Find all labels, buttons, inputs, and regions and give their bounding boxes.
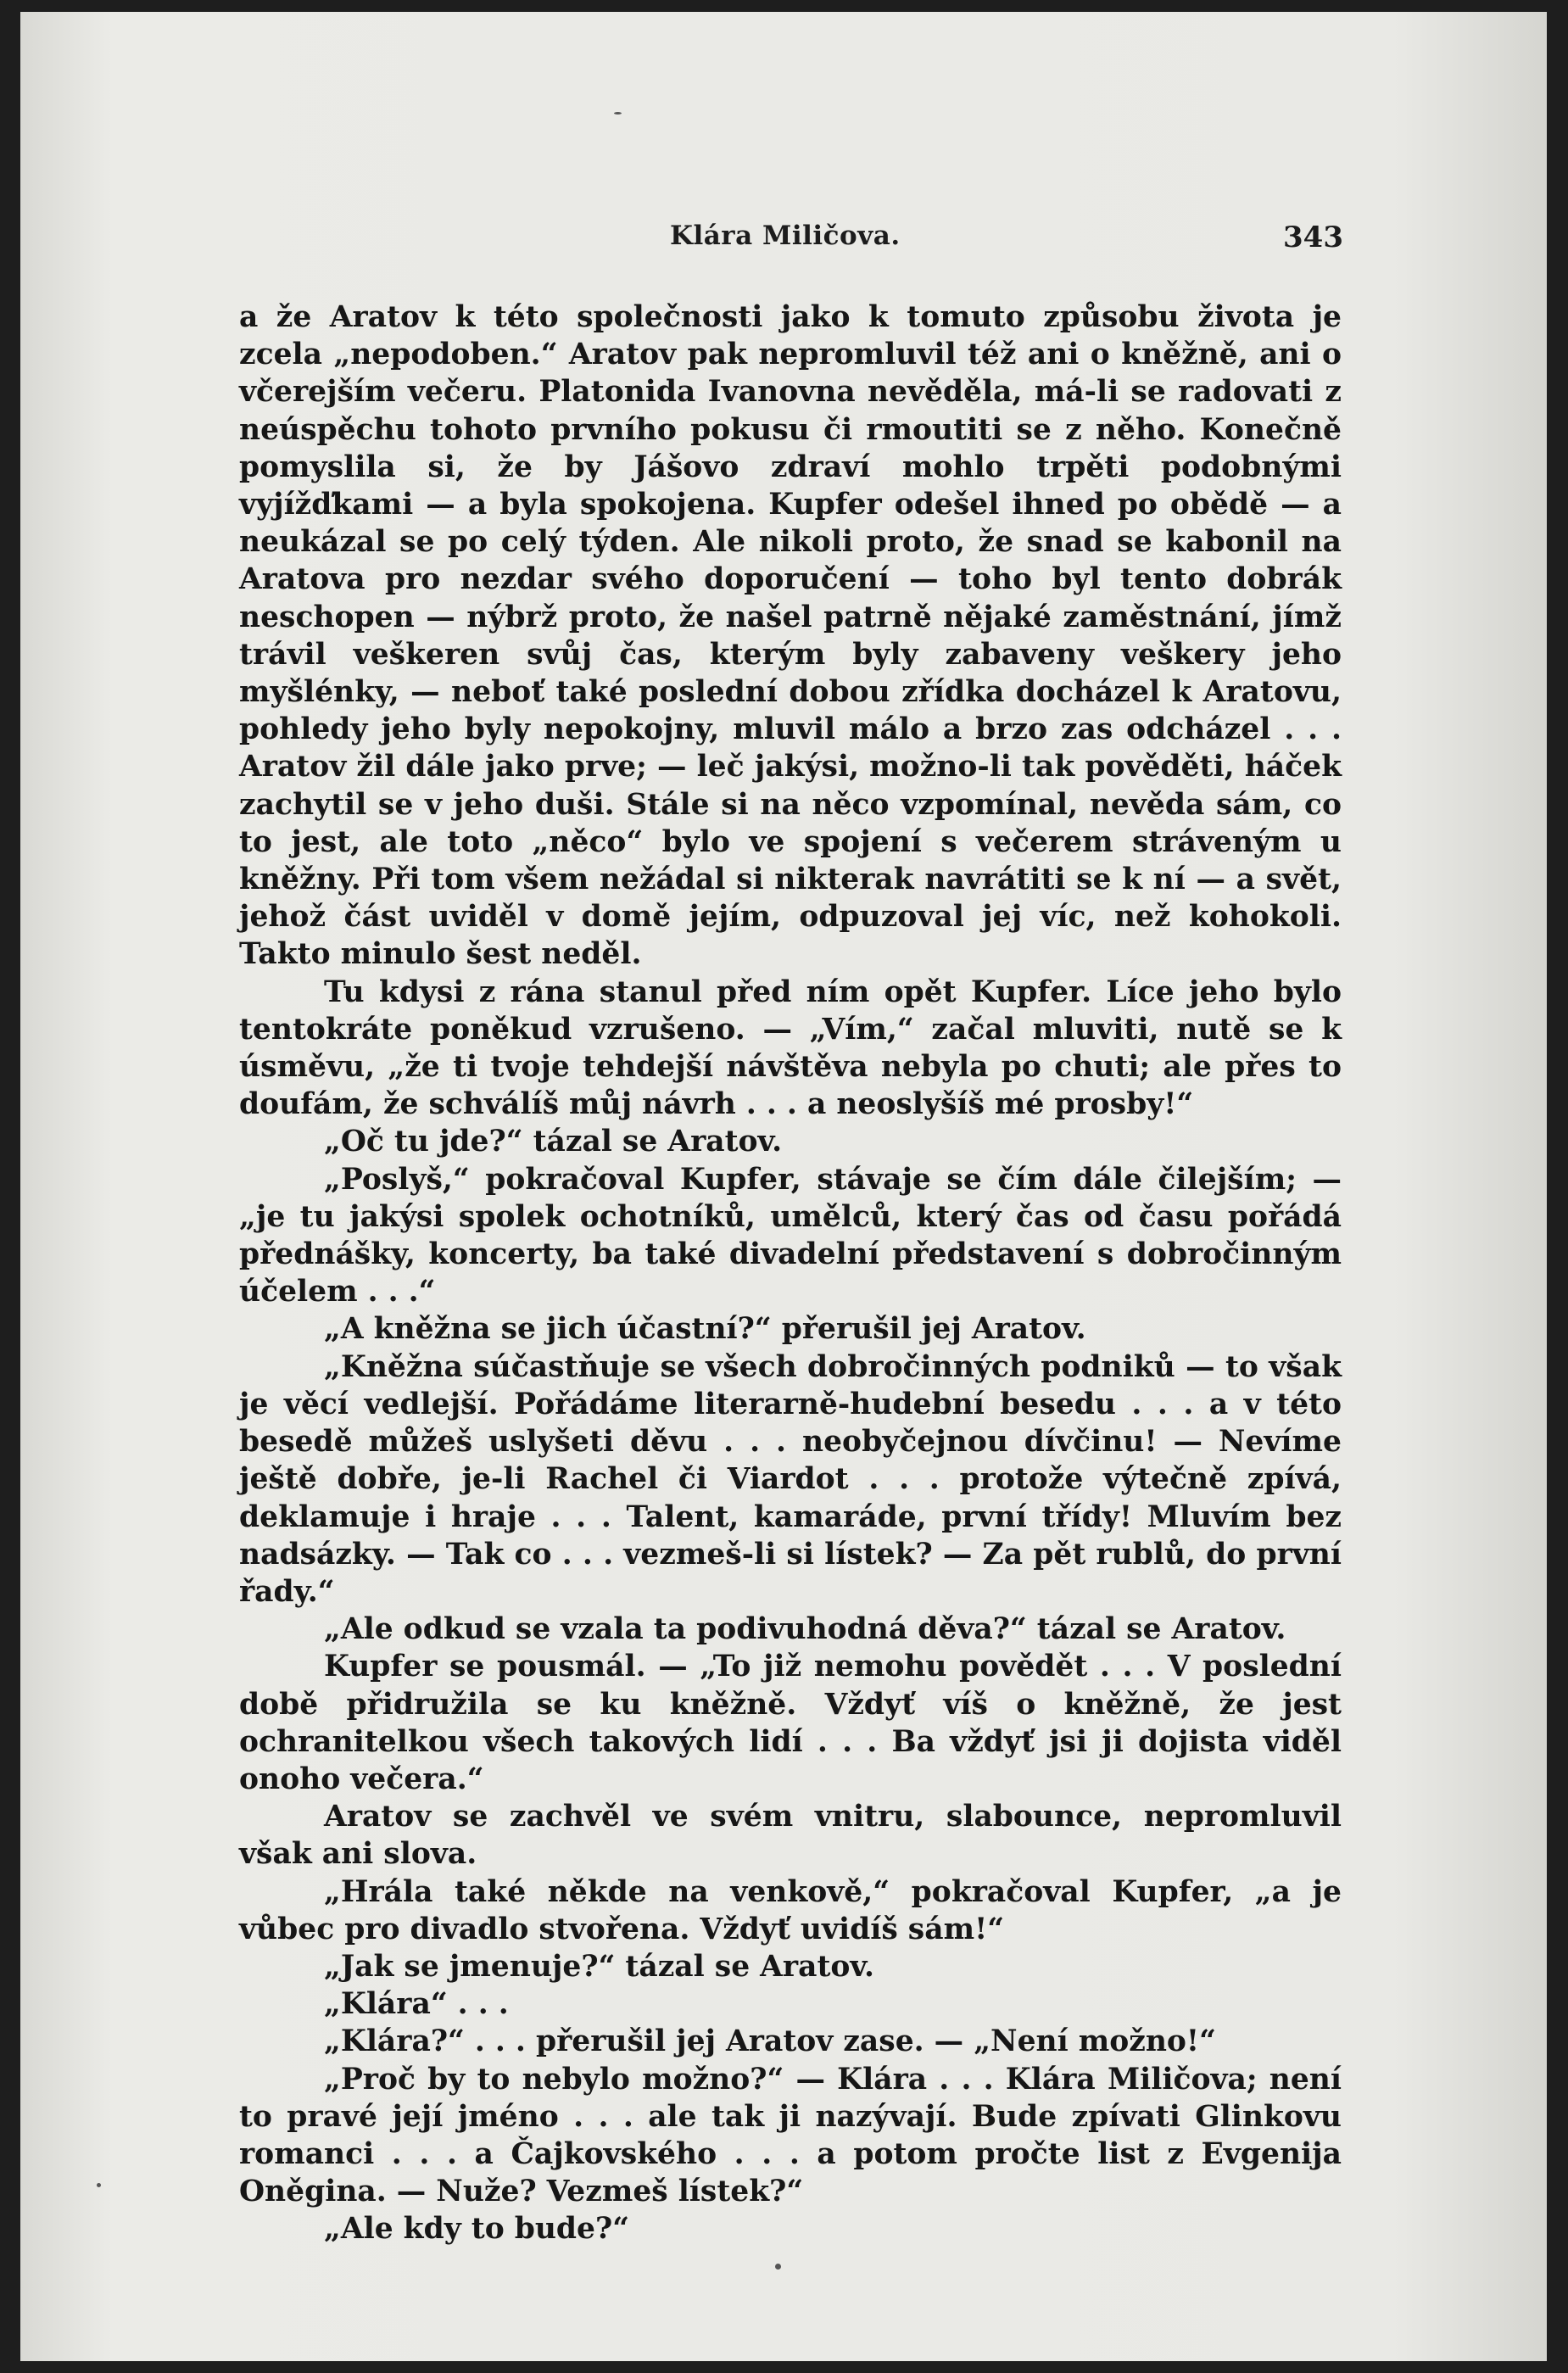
paragraph: „Hrála také někde na venkově,“ pokračoval Kupfer, „a je vůbec pro divadlo stvořena. Vždyť uvidíš sám!“ — [239, 1874, 1342, 1946]
paragraph: „Kněžna súčastňuje se všech dobročinných podniků — to však je věcí vedlejší. Pořádáme literarně-hudební besedu . . . a v této besedě můžeš uslyšeti děvu . . . neobyčejnou dívčinu! — Nevíme ještě dobře, je-li Rachel či Viardot . . . protože výtečně zpívá, deklamuje i hraje . . . Talent, kamaráde, první třídy! Mluvím bez nadsázky. — Tak co . . . vezmeš-li si lístek? — Za pět rublů, do první řady.“ — [239, 1349, 1342, 1609]
paragraph: „Proč by to nebylo možno?“ — Klára . . . Klára Miličova; není to pravé její jméno . . . ale tak ji nazývají. Bude zpívati Glinkovu romanci . . . a Čajkovského . . . a potom pročte list z Evgenija Oněgina. — Nuže? Vezmeš lístek?“ — [239, 2062, 1342, 2209]
paragraph: „Ale odkud se vzala ta podivuhodná děva?“ tázal se Aratov. — [324, 1612, 1286, 1647]
ink-speck — [775, 2264, 781, 2270]
running-title: Klára Miličova. — [670, 221, 901, 251]
paragraph: „A kněžna se jich účastní?“ přerušil jej Aratov. — [324, 1312, 1086, 1347]
ink-speck — [97, 2183, 101, 2187]
paragraph: „Jak se jmenuje?“ tázal se Aratov. — [324, 1949, 874, 1984]
ink-speck — [614, 112, 622, 114]
paragraph: „Poslyš,“ pokračoval Kupfer, stávaje se čím dále čilejším; — „je tu jakýsi spolek ochotníků, umělců, který čas od času pořádá přednášky, koncerty, ba také divadelní představení s dobročinným účelem . . .“ — [239, 1162, 1342, 1309]
page-number: 343 — [1283, 221, 1343, 254]
paragraph: Aratov se zachvěl ve svém vnitru, slabounce, nepromluvil však ani slova. — [239, 1800, 1342, 1872]
paragraph: „Oč tu jde?“ tázal se Aratov. — [324, 1125, 783, 1159]
body-text — [239, 299, 1342, 2248]
paragraph: „Klára?“ . . . přerušil jej Aratov zase. — „Není možno!“ — [324, 2024, 1216, 2059]
paragraph: „Ale kdy to bude?“ — [324, 2212, 630, 2247]
paragraph: Tu kdysi z rána stanul před ním opět Kupfer. Líce jeho bylo tentokráte poněkud vzrušeno. — „Vím,“ začal mluviti, nutě se k úsměvu, „že ti tvoje tehdejší návštěva nebyla po chuti; ale přes to doufám, že schválíš můj návrh . . . a neoslyšíš mé prosby!“ — [239, 974, 1342, 1122]
paragraph: a že Aratov k této společnosti jako k tomuto způsobu života je zcela „nepodoben.“ Aratov pak nepromluvil též ani o kněžně, ani o včerejším večeru. Platonida Ivanovna nevěděla, má-li se radovati z neúspěchu tohoto prvního pokusu či rmoutiti se z něho. Konečně pomyslila si, že by Jášovo zdraví mohlo trpěti podobnými vyjížďkami — a byla spokojena. Kupfer odešel ihned po obědě — a neukázal se po celý týden. Ale nikoli proto, že snad se kabonil na Aratova pro nezdar svého doporučení — toho byl tento dobrák neschopen — nýbrž proto, že našel patrně nějaké zaměstnání, jímž trávil veškeren svůj čas, kterým byly zabaveny veškery jeho myšlénky, — neboť také poslední dobou zřídka docházel k Aratovu, pohledy jeho byly nepokojny, mluvil málo a brzo zas odcházel . . . Aratov žil dále jako prve; — leč jakýsi, možno-li tak pověděti, háček zachytil se v jeho duši. Stále si na něco vzpomínal, nevěda sám, co to jest, ale toto „něco“ bylo ve spojení s večerem stráveným u kněžny. Při tom všem nežádal si nikterak navrátiti se k ní — a svět, jehož část uviděl v domě jejím, odpuzoval jej víc, než kohokoli. Takto minulo šest neděl. — [239, 300, 1342, 972]
page-header — [20, 221, 1547, 258]
paragraph: Kupfer se pousmál. — „To již nemohu povědět . . . V poslední době přidružila se ku kněžně. Vždyť víš o kněžně, že jest ochranitelkou všech takových lidí . . . Ba vždyť jsi ji dojista viděl onoho večera.“ — [239, 1650, 1342, 1796]
paragraph: „Klára“ . . . — [324, 1987, 509, 2022]
book-page — [20, 12, 1547, 2361]
